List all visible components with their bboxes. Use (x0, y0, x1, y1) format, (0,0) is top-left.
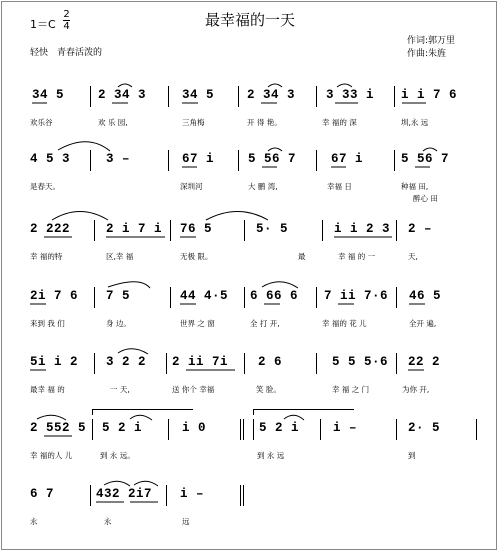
measure-notes: 76 5 (180, 222, 213, 236)
measure-notes: 2 222 (30, 222, 71, 236)
measure-notes: 4 5 3 (30, 152, 71, 166)
measure-notes: 7 5 (106, 289, 131, 303)
measure-lyric: 幸 福 之 门 (332, 385, 370, 394)
measure-notes: 2 552 5 (30, 421, 87, 435)
measure-notes: 2 34 3 (98, 88, 147, 102)
measure-lyric: 为你 开, (402, 385, 430, 394)
measure-notes: i – (333, 421, 358, 435)
measure-notes: 5 56 7 (401, 152, 450, 166)
measure-notes: 2i 7 6 (30, 289, 79, 303)
measure-notes: 22 2 (408, 355, 441, 369)
measure-notes: 2 6 (258, 355, 283, 369)
measure-notes: 2 – (408, 222, 433, 236)
measure-notes: 2 34 3 (247, 88, 296, 102)
measure-notes: i i 7 6 (401, 88, 458, 102)
measure-lyric: 欢乐谷 (30, 118, 53, 127)
measure-lyric: 最 (298, 252, 306, 261)
measure-lyric: 来到 我 们 (30, 319, 65, 328)
lyricist-credit: 作词:郭万里 (407, 36, 456, 46)
measure-notes: 3 – (106, 152, 131, 166)
measure-lyric: 幸福 日 (327, 182, 352, 191)
composer-credit: 作曲:朱旌 (407, 49, 447, 59)
measure-lyric: 永 (30, 517, 38, 526)
measure-notes: i – (180, 487, 205, 501)
measure-notes: 5 2 i (102, 421, 143, 435)
measure-lyric: 送 你个 幸福 (172, 385, 215, 394)
measure-lyric: 是春天。 (30, 182, 60, 191)
measure-notes: i 0 (182, 421, 207, 435)
measure-lyric: 到 (408, 451, 416, 460)
measure-lyric: 全开 遍, (409, 319, 437, 328)
measure-notes: 34 5 (32, 88, 65, 102)
time-sig-top: 2 (63, 9, 70, 20)
measure-notes: 6 7 (30, 487, 55, 501)
measure-notes: 67 i (182, 152, 215, 166)
measure-notes: 5 56 7 (248, 152, 297, 166)
measure-lyric: 身 边。 (106, 319, 131, 328)
measure-notes: 3 33 i (326, 88, 375, 102)
measure-lyric: 幸 福 的 一 (338, 252, 376, 261)
measure-notes: 44 4·5 (180, 289, 229, 303)
measure-lyric: 到 永 远 (257, 451, 285, 460)
measure-lyric: 幸 福的特 (30, 252, 63, 261)
measure-lyric: 全 打 开, (250, 319, 280, 328)
measure-lyric: 深圳河 (180, 182, 203, 191)
measure-notes: 6 66 6 (250, 289, 299, 303)
song-title: 最幸福的一天 (204, 11, 295, 29)
measure-notes: 2 i 7 i (106, 222, 163, 236)
measure-lyric: 笑 脸。 (256, 385, 281, 394)
measure-lyric: 区,幸 福 (106, 252, 134, 261)
measure-lyric: 无极 限。 (180, 252, 213, 261)
measure-notes: 5· 5 (256, 222, 289, 236)
measure-lyric: 最幸 福 的 (30, 385, 65, 394)
measure-notes: 7 ii 7·6 (324, 289, 389, 303)
measure-notes: i i 2 3 (334, 222, 391, 236)
measure-notes: 5i i 2 (30, 355, 79, 369)
measure-notes: 34 5 (182, 88, 215, 102)
measure-lyric: 永 (104, 517, 112, 526)
measure-lyric: 三角梅 (182, 118, 205, 127)
measure-lyric: 远 (182, 517, 190, 526)
measure-notes: 2 ii 7i (172, 355, 229, 369)
measure-lyric: 幸 福的人 儿 (30, 451, 73, 460)
measure-notes: 67 i (331, 152, 364, 166)
measure-lyric: 天, (408, 252, 418, 261)
tempo-marking: 轻快 青春活泼的 (30, 48, 103, 58)
measure-lyric: 圳,永 远 (401, 118, 429, 127)
measure-notes: 432 2i7 (96, 487, 153, 501)
measure-lyric: 大 鹏 湾, (248, 182, 278, 191)
measure-lyric: 到 永 远。 (100, 451, 135, 460)
key-signature: 1＝C (30, 18, 56, 31)
measure-lyric: 一 天, (110, 385, 130, 394)
measure-notes: 3 2 2 (106, 355, 147, 369)
measure-lyric: 开 得 艳。 (247, 118, 282, 127)
measure-lyric: 幸 福的 深 (322, 118, 357, 127)
measure-lyric: 种福 田, (401, 182, 429, 191)
measure-lyric: 欢 乐 园, (98, 118, 128, 127)
time-sig-bottom: 4 (63, 21, 70, 32)
measure-notes: 46 5 (409, 289, 442, 303)
measure-lyric: 幸 福的 花 儿 (322, 319, 367, 328)
measure-lyric-alt: 醉心 田 (413, 194, 438, 203)
measure-notes: 5 2 i (259, 421, 300, 435)
measure-lyric: 世界 之 窗 (180, 319, 215, 328)
measure-notes: 5 5 5·6 (332, 355, 389, 369)
measure-notes: 2· 5 (408, 421, 441, 435)
